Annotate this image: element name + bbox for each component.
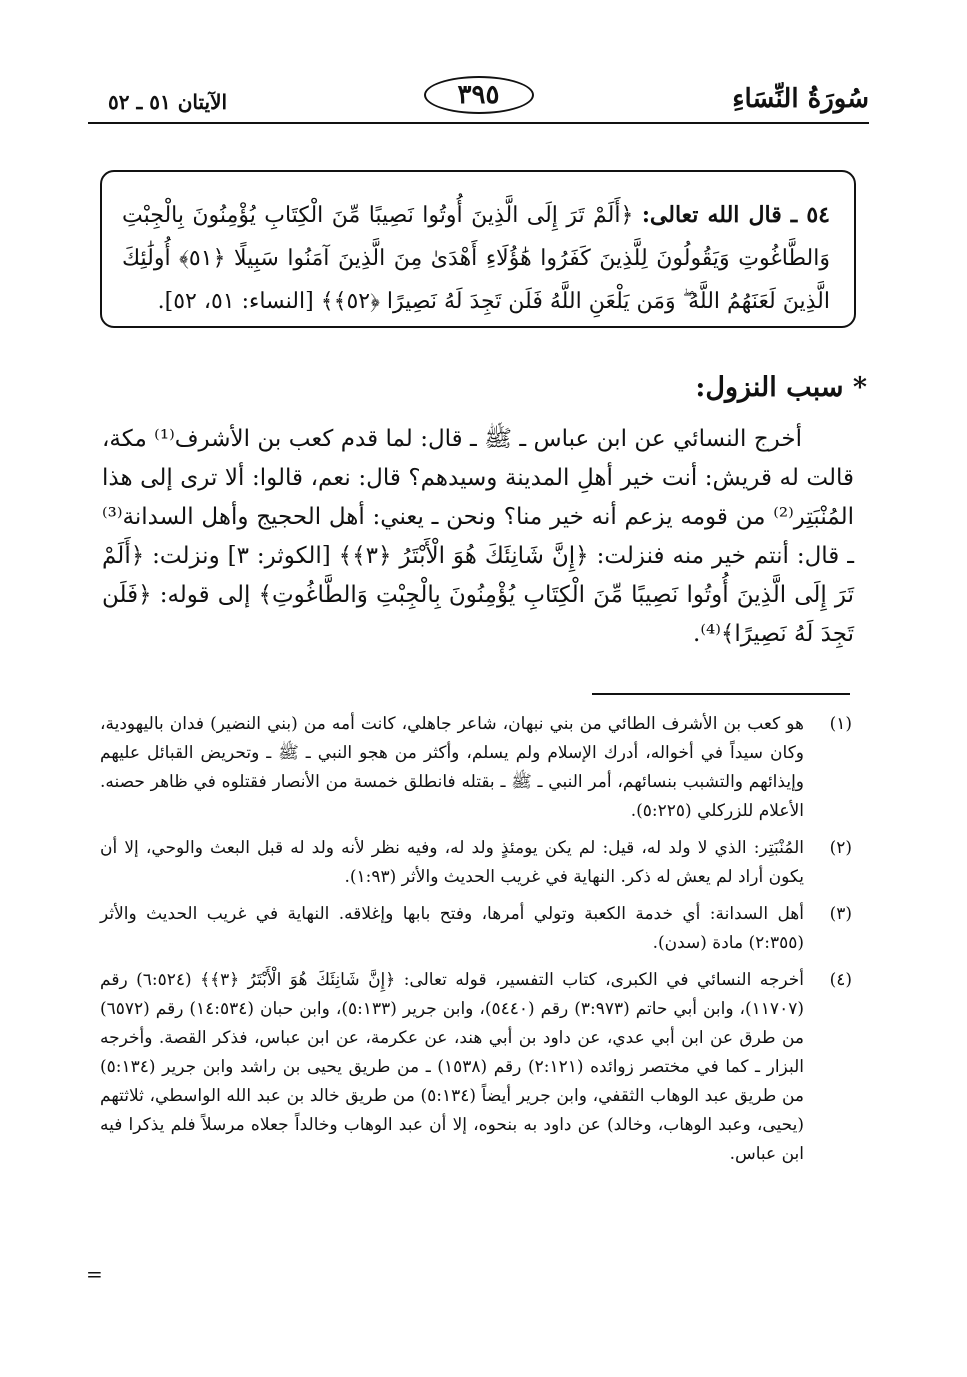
footnote-text: أخرجه النسائي في الكبرى، كتاب التفسير، قوله تعالى: ﴿إِنَّ شَانِئَكَ هُوَ الْأَبْتَرُ ﴿٣﴾﴾ (٦:٥٢٤) رقم (١١٧٠٧)، وابن أبي حاتم (٣:٩٧٣) رقم (٥٤٤٠)، وابن جرير (٥:١٣٣)، وابن حبان (١٤:٥٣٤) رقم (٦٥٧٢) من طرق عن ابن أبي عدي، عن داود بن أبي هند، عن عكرمة، عن ابن عباس، فذكر القصة. وأخرجه البزار ـ كما في مختصر زوائده (٢:١٢١) رقم (١٥٣٨) ـ من طريق يحيى بن راشد وابن جرير (٥:١٣٤) من طريق عبد الوهاب الثقفي، وابن جرير أيضاً (٥:١٣٤) من طريق خالد بن عبد الله الواسطي، ثلاثتهم (يحيى، وعبد الوهاب، وخالد) عن داود به بنحوه، إلا أن عبد الوهاب وخالداً جعلاه مرسلاً فلم يذكرا فيه ابن عباس. <box>100 970 804 1164</box>
footnote-number: (١) <box>829 714 852 734</box>
section-heading: * سبب النزول: <box>695 372 867 403</box>
header-divider <box>88 122 869 124</box>
footnotes <box>100 710 852 1177</box>
verse-text: ﴿أَلَمْ تَرَ إِلَى الَّذِينَ أُوتُوا نَصِيبًا مِّنَ الْكِتَابِ يُؤْمِنُونَ بِالْجِبْتِ وَالطَّاغُوتِ وَيَقُولُونَ لِلَّذِينَ كَفَرُوا هَٰؤُلَاءِ أَهْدَىٰ مِنَ الَّذِينَ آمَنُوا سَبِيلًا ﴿٥١﴾ أُولَٰئِكَ الَّذِينَ لَعَنَهُمُ اللَّهُ ۖ وَمَن يَلْعَنِ اللَّهُ فَلَن تَجِدَ لَهُ نَصِيرًا ﴿٥٢﴾﴾ [النساء: ٥١، ٥٢]. <box>122 203 830 314</box>
verse-box <box>100 170 856 328</box>
footnote-4 <box>100 966 852 1169</box>
surah-title: سُورَةُ النِّسَاءِ <box>732 84 869 114</box>
footnote-text: أهل السدانة: أي خدمة الكعبة وتولي أمرها، وفتح بابها وإغلاقه. النهاية في غريب الحديث والأثر (٢:٣٥٥) مادة (سدن). <box>100 904 805 953</box>
footnote-number: (٢) <box>829 838 852 858</box>
verses-label: الآيتان ٥١ ـ ٥٢ <box>108 90 228 114</box>
footnote-number: (٣) <box>829 904 852 924</box>
continuation-mark: = <box>86 1262 103 1286</box>
page-header <box>88 70 869 120</box>
footnote-text: المُنْبَتِر: الذي لا ولد له، قيل: لم يكن يومئذٍ ولد له، وفيه نظر لأنه ولد له قبل البعث والوحي، إلا أن يكون أراد لم يعش له ذكر. النهاية في غريب الحديث والأثر (١:٩٣). <box>100 838 804 887</box>
body-paragraph <box>102 420 854 654</box>
verse-label: ٥٤ ـ قال الله تعالى: <box>641 202 830 228</box>
footnote-text: هو كعب بن الأشرف الطائي من بني نبهان، شاعر جاهلي، كانت أمه من (بني النضير) فدان باليهودية، وكان سيداً في أخواله، أدرك الإسلام ولم يسلم، وأكثر من هجو النبي ـ ﷺ ـ وتحريض القبائل عليهم وإيذائهم والتشبب بنسائهم، أمر النبي ـ ﷺ ـ بقتله فانطلق خمسة من الأنصار فقتلوه في ظاهر حصنه. الأعلام للزركلي (٥:٢٢٥). <box>100 714 804 821</box>
body-text: أخرج النسائي عن ابن عباس ـ ﷺ ـ قال: لما قدم كعب بن الأشرف⁽¹⁾ مكة، قالت له قريش: أنت خير أهلِ المدينة وسيدهم؟ قال: نعم، قالوا: ألا ترى إلى هذا المُنْبَتِر⁽²⁾ من قومه يزعم أنه خير منا؟ ونحن ـ يعني: أهل الحجيج وأهل السدانة⁽³⁾ ـ قال: أنتم خير منه فنزلت: ﴿إِنَّ شَانِئَكَ هُوَ الْأَبْتَرُ ﴿٣﴾﴾ [الكوثر: ٣] ونزلت: ﴿أَلَمْ تَرَ إِلَى الَّذِينَ أُوتُوا نَصِيبًا مِّنَ الْكِتَابِ يُؤْمِنُونَ بِالْجِبْتِ وَالطَّاغُوتِ﴾ إلى قوله: ﴿فَلَن تَجِدَ لَهُ نَصِيرًا﴾⁽⁴⁾. <box>102 426 854 647</box>
footnote-2 <box>100 834 852 892</box>
page-number: ٣٩٥ <box>424 76 534 114</box>
footnote-3 <box>100 900 852 958</box>
footnote-number: (٤) <box>829 970 852 990</box>
footnote-1 <box>100 710 852 826</box>
footnote-divider <box>592 693 850 695</box>
